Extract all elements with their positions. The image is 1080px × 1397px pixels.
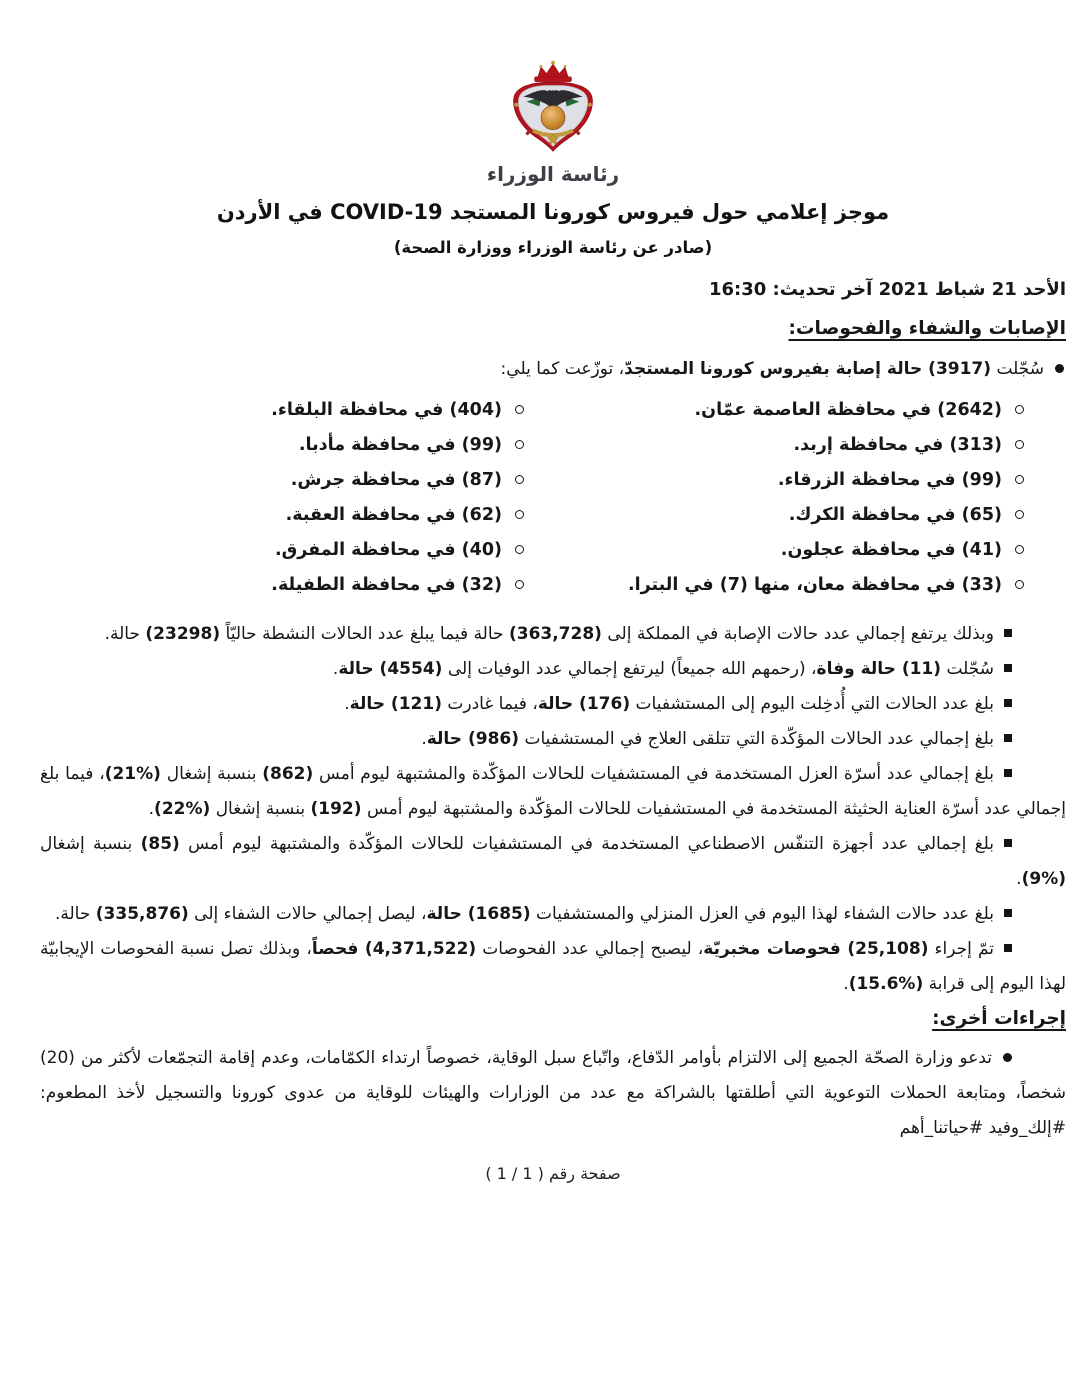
cases-intro-list [40,352,1066,387]
jordan-coat-of-arms-logo [485,60,621,160]
statistic-bullet: سُجّلت (11) حالة وفاة، (رحمهم الله جميعاً) ليرتفع إجمالي عدد الوفيات إلى (4554) حالة. [40,652,1066,687]
governorate-item: (2642) في محافظة العاصمة عمّان. [566,393,1066,428]
governorate-item: (32) في محافظة الطفيلة. [40,568,566,603]
square-bullet-icon [1004,769,1012,777]
globe-icon [541,106,565,130]
logo-caption: رئاسة الوزراء [486,162,620,186]
square-bullet-icon [1004,909,1012,917]
circle-bullet-icon [1015,475,1024,484]
square-bullet-icon [1004,699,1012,707]
disc-bullet-icon [1055,364,1064,373]
statistic-bullet: بلغ عدد الحالات التي أُدخِلت اليوم إلى المستشفيات (176) حالة، فيما غادرت (121) حالة. [40,687,1066,722]
circle-bullet-icon [1015,440,1024,449]
governorate-item: (99) في محافظة الزرقاء. [566,463,1066,498]
statistic-bullet: بلغ إجمالي عدد أسرّة العزل المستخدمة في المستشفيات للحالات المؤكّدة والمشتبهة ليوم أمس (862) بنسبة إشغال (%21)، فيما بلغ إجمالي عدد أسرّة العناية الحثيثة المستخدمة في المستشفيات للحالات المؤكّدة والمشتبهة ليوم أمس (192) بنسبة إشغال (%22). [40,764,1066,819]
governorate-item: (62) في محافظة العقبة. [40,498,566,533]
statistic-bullet: بلغ إجمالي عدد الحالات المؤكّدة التي تتلقى العلاج في المستشفيات (986) حالة. [40,722,1066,757]
other-measure-bullet: تدعو وزارة الصحّة الجميع إلى الالتزام بأوامر الدّفاع، واتّباع سبل الوقاية، خصوصاً ارتداء الكمّامات، وعدم إقامة التجمّعات لأكثر من (20) شخصاً، ومتابعة الحملات التوعوية التي أطلقتها بالشراكة مع عدد من الوزارات والهيئات للوقاية من عدوى كورونا والتسجيل لأخذ المطعوم: #إلك_وفيد #حياتنا_أهم [40,1048,1066,1138]
statistic-bullet: بلغ عدد حالات الشفاء لهذا اليوم في العزل المنزلي والمستشفيات (1685) حالة، ليصل إجمالي حالات الشفاء إلى (335,876) حالة. [40,897,1066,932]
circle-bullet-icon [1015,405,1024,414]
statistics-list [40,617,1066,1002]
circle-bullet-icon [1015,580,1024,589]
governorate-item: (99) في محافظة مأدبا. [40,428,566,463]
cases-intro-bullet: سُجّلت (3917) حالة إصابة بفيروس كورونا المستجدّ، توزّعت كما يلي: [40,352,1066,387]
governorate-item: (404) في محافظة البلقاء. [40,393,566,428]
circle-bullet-icon [515,545,524,554]
document-title: موجز إعلامي حول فيروس كورونا المستجد ⁦COVID-19⁩ في الأردن [216,200,890,224]
statistic-bullet: بلغ إجمالي عدد أجهزة التنفّس الاصطناعي المستخدمة في المستشفيات للحالات المؤكّدة والمشتبهة ليوم أمس (85) بنسبة إشغال (%9). [40,834,1066,889]
section-heading-cases: الإصابات والشفاء والفحوصات: [788,318,1066,339]
circle-bullet-icon [515,405,524,414]
governorate-item: (41) في محافظة عجلون. [566,533,1066,568]
circle-bullet-icon [1015,545,1024,554]
circle-bullet-icon [1015,510,1024,519]
governorate-list [40,393,1066,603]
square-bullet-icon [1004,629,1012,637]
circle-bullet-icon [515,580,524,589]
crown-icon [535,61,572,82]
governorate-item: (65) في محافظة الكرك. [566,498,1066,533]
document-subtitle: (صادر عن رئاسة الوزراء ووزارة الصحة) [393,238,713,257]
circle-bullet-icon [515,475,524,484]
other-measures-list [40,1041,1066,1146]
governorate-item: (87) في محافظة جرش. [40,463,566,498]
square-bullet-icon [1004,944,1012,952]
date-line: الأحد 21 شباط 2021 آخر تحديث: 16:30 [708,279,1066,300]
statistic-bullet: تمّ إجراء (25,108) فحوصات مخبريّة، ليصبح إجمالي عدد الفحوصات (4,371,522) فحصاً، وبذلك تصل نسبة الفحوصات الإيجابيّة لهذا اليوم إلى قرابة (%15.6). [40,939,1066,994]
statistic-bullet: وبذلك يرتفع إجمالي عدد حالات الإصابة في المملكة إلى (363,728) حالة فيما يبلغ عدد الحالات النشطة حاليّاً (23298) حالة. [40,617,1066,652]
governorate-item: (33) في محافظة معان، منها (7) في البترا. [566,568,1066,603]
circle-bullet-icon [515,440,524,449]
governorate-item: (313) في محافظة إربد. [566,428,1066,463]
square-bullet-icon [1004,839,1012,847]
governorate-item: (40) في محافظة المفرق. [40,533,566,568]
document-header [40,60,1066,257]
square-bullet-icon [1004,664,1012,672]
circle-bullet-icon [515,510,524,519]
section-heading-other-measures: إجراءات أخرى: [932,1008,1066,1029]
square-bullet-icon [1004,734,1012,742]
page-number-footer: صفحة رقم ( 1 / 1 ) [485,1164,621,1183]
disc-bullet-icon [1003,1053,1012,1062]
